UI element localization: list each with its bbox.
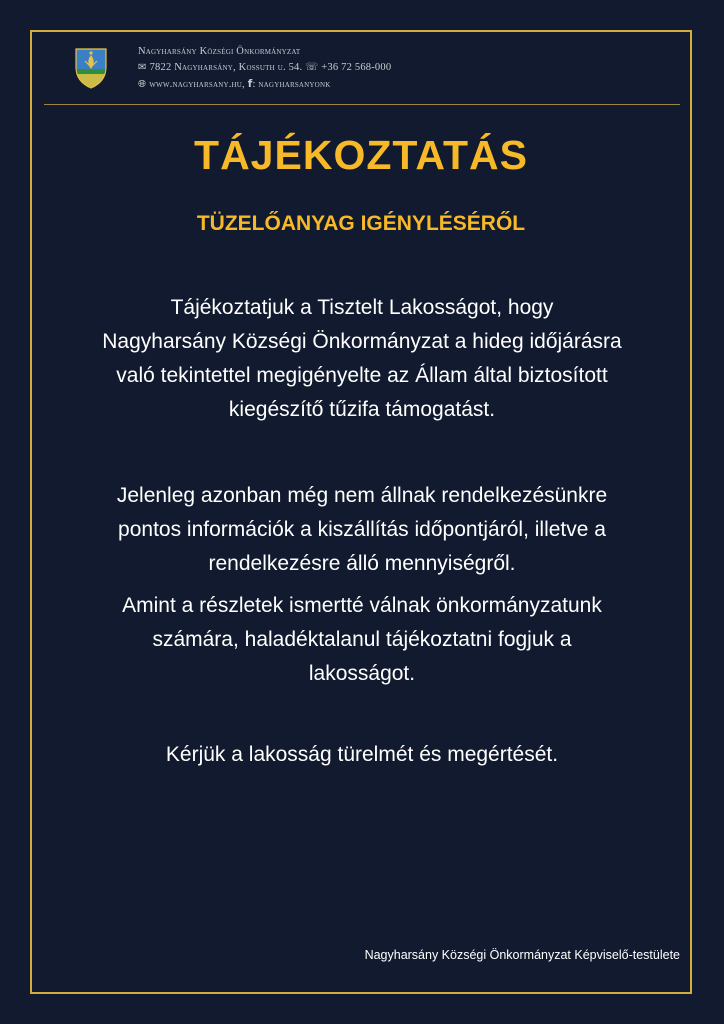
paragraph-4 <box>40 738 684 772</box>
paragraph-line: Tájékoztatjuk a Tisztelt Lakosságot, hogy <box>170 296 554 319</box>
paragraph-line: rendelkezésre álló mennyiségről. <box>208 552 516 575</box>
coat-of-arms-icon <box>74 47 108 89</box>
mail-icon: ✉ <box>138 62 147 73</box>
paragraph-2 <box>40 479 684 581</box>
paragraph-1 <box>40 291 684 427</box>
paragraph-line: számára, haladéktalanul tájékoztatni fogjuk a <box>152 628 572 651</box>
address-phone: 7822 Nagyharsány, Kossuth u. 54. ☏ +36 72 568-000 <box>149 62 392 73</box>
paragraph-line: Nagyharsány Községi Önkormányzat a hideg időjárásra <box>102 330 622 353</box>
paragraph-line: való tekintettel megigényelte az Állam által biztosított <box>116 364 608 387</box>
paragraph-line: Amint a részletek ismertté válnak önkormányzatunk <box>122 594 602 617</box>
paragraph-3 <box>40 589 684 691</box>
letterhead <box>74 44 674 94</box>
facebook-link[interactable]: : nagyharsanyonk <box>252 79 331 90</box>
paragraph-line: lakosságot. <box>308 662 416 685</box>
org-name: Nagyharsány Községi Önkormányzat <box>138 46 301 57</box>
contact-line <box>138 60 391 76</box>
signature: Nagyharsány Községi Önkormányzat Képviselő-testülete <box>364 948 680 962</box>
globe-icon: 🌐︎ <box>138 79 147 90</box>
paragraph-line: Kérjük a lakosság türelmét és megértését. <box>165 743 559 766</box>
page-subtitle: TÜZELŐANYAG IGÉNYLÉSÉRŐL <box>196 212 526 235</box>
website-link[interactable]: www.nagyharsany.hu, <box>149 79 245 90</box>
page-title: TÁJÉKOZTATÁS <box>194 132 528 178</box>
web-line <box>138 76 391 93</box>
paragraph-line: kiegészítő tűzifa támogatást. <box>228 398 496 421</box>
paragraph-line: Jelenleg azonban még nem állnak rendelkezésünkre <box>116 484 608 507</box>
paragraph-line: pontos információk a kiszállítás időpontjáról, illetve a <box>118 518 606 541</box>
facebook-glyph: f <box>247 78 253 90</box>
header-divider <box>44 104 680 105</box>
